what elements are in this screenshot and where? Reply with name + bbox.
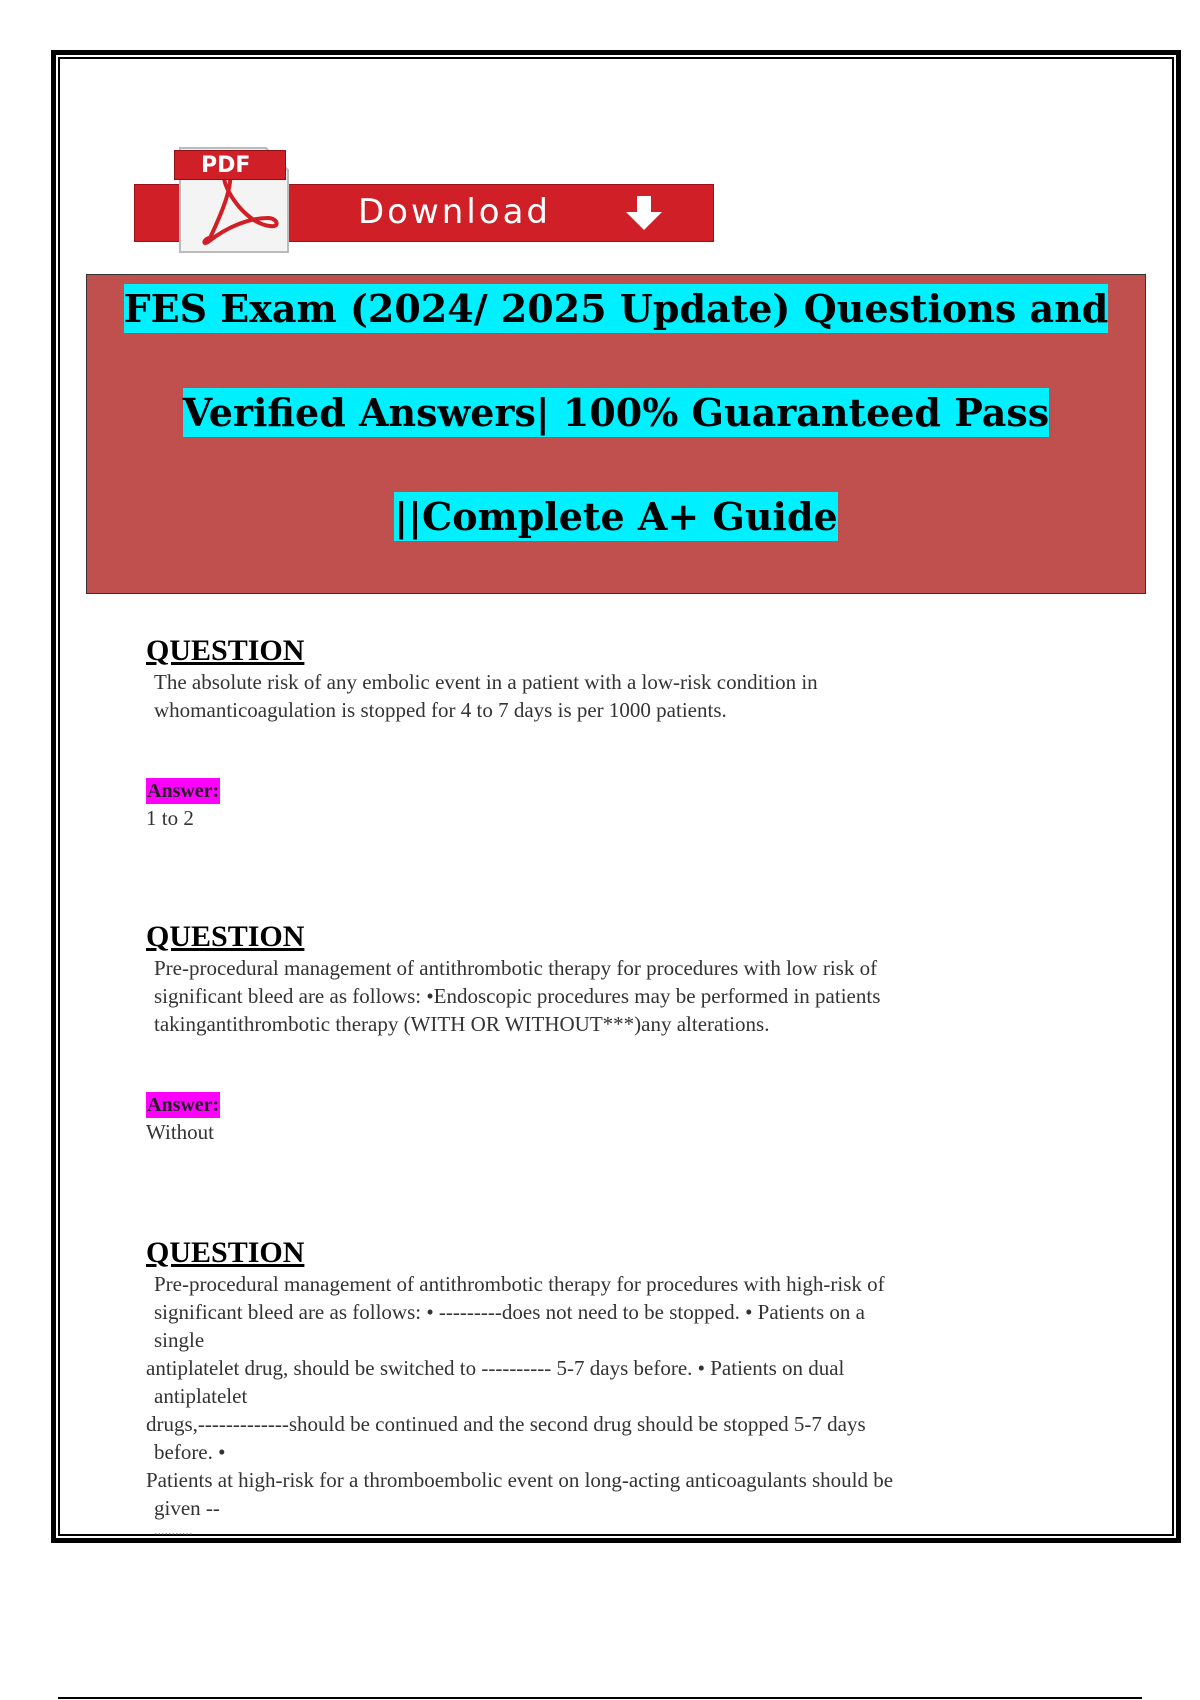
download-label[interactable]: Download: [358, 192, 552, 232]
question-line: single: [154, 1328, 205, 1352]
question-line: drugs,-------------should be continued and the second drug should be stopped 5-7 days: [146, 1412, 866, 1436]
question-heading: QUESTION: [146, 634, 305, 667]
answer-label: Answer:: [147, 780, 220, 802]
question-line: takingantithrombotic therapy (WITH OR WITHOUT***)any alterations.: [154, 1012, 770, 1036]
answer-label: Answer:: [147, 1094, 220, 1116]
question-line: given --: [154, 1496, 220, 1520]
pdf-file-icon: [170, 146, 290, 254]
question-line: antiplatelet: [154, 1384, 248, 1408]
question-block-1: [146, 634, 1046, 832]
question-line: Pre-procedural management of antithrombotic therapy for procedures with low risk of: [154, 956, 878, 980]
question-heading: QUESTION: [146, 920, 305, 953]
answer-text: 1 to 2: [146, 806, 194, 830]
question-line: The absolute risk of any embolic event in a patient with a low-risk condition in: [154, 670, 818, 694]
question-line: antiplatelet drug, should be switched to ---------- 5-7 days before. • Patients on dual: [146, 1356, 845, 1380]
bottom-rule: [58, 1697, 1142, 1699]
question-text: [146, 668, 1046, 724]
title-box: [86, 274, 1146, 594]
title-line-1: FES Exam (2024/ 2025 Update) Questions and: [123, 286, 1109, 331]
question-line: significant bleed are as follows: • ---------does not need to be stopped. • Patients on a: [154, 1300, 865, 1324]
question-line: before. •: [154, 1440, 226, 1464]
question-block-2: [146, 920, 1046, 1146]
answer-text: Without: [146, 1120, 214, 1144]
question-text: [146, 1270, 1046, 1542]
question-line: Pre-procedural management of antithrombotic therapy for procedures with high-risk of: [154, 1272, 885, 1296]
title-line-3: ||Complete A+ Guide: [394, 494, 838, 539]
pdf-tag: PDF: [174, 150, 286, 180]
pdf-download-banner[interactable]: [134, 142, 714, 258]
question-line: significant bleed are as follows: •Endoscopic procedures may be performed in patients: [154, 984, 881, 1008]
question-line: whomanticoagulation is stopped for 4 to 7 days is per 1000 patients.: [154, 698, 727, 722]
title-line-2: Verified Answers| 100% Guaranteed Pass: [182, 390, 1050, 435]
question-heading: QUESTION: [146, 1236, 305, 1269]
download-arrow-icon: [622, 194, 666, 232]
question-line: ...........: [154, 1524, 193, 1539]
question-text: [146, 954, 1046, 1038]
question-line: Patients at high-risk for a thromboembolic event on long-acting anticoagulants should be: [146, 1468, 894, 1492]
question-block-3: [146, 1236, 1046, 1542]
